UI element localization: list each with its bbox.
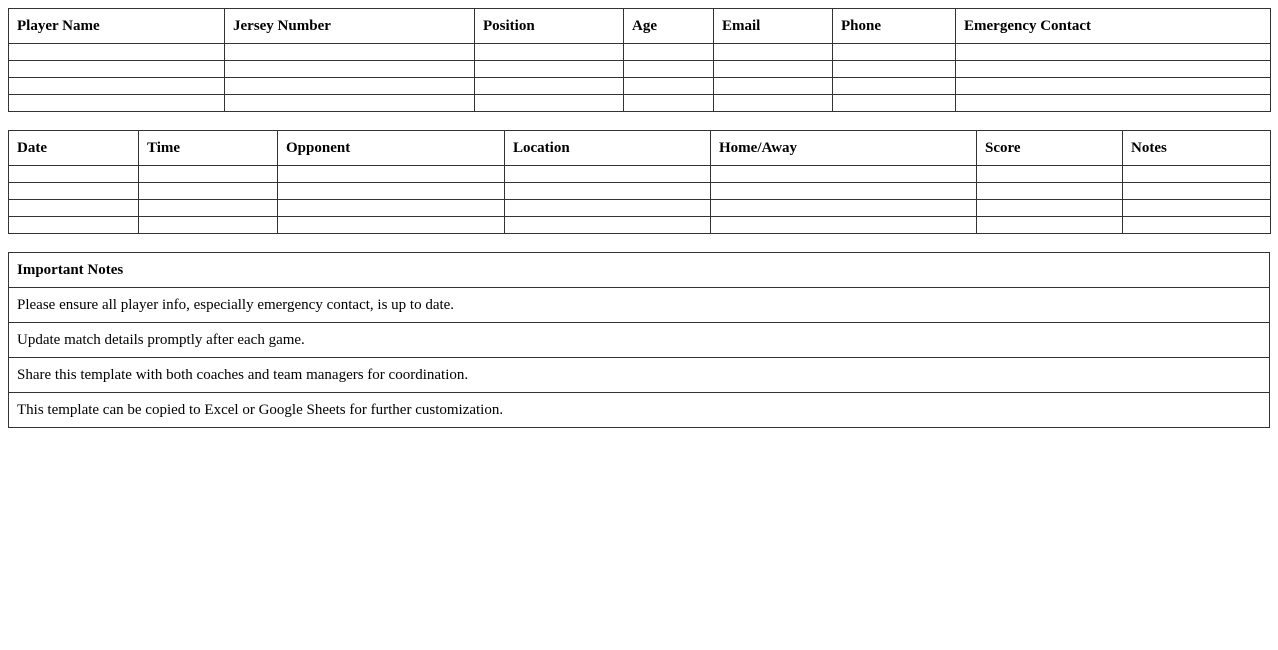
table-cell[interactable] [956, 44, 1271, 61]
header-score: Score [977, 131, 1123, 166]
notes-table [8, 252, 1270, 428]
note-item: Please ensure all player info, especially emergency contact, is up to date. [9, 288, 1270, 323]
table-cell[interactable] [225, 78, 475, 95]
schedule-header-row [9, 131, 1271, 166]
table-cell[interactable] [977, 200, 1123, 217]
table-cell[interactable] [505, 166, 711, 183]
note-item: Share this template with both coaches and team managers for coordination. [9, 358, 1270, 393]
schedule-table [8, 130, 1271, 234]
header-age: Age [624, 9, 714, 44]
table-cell[interactable] [956, 61, 1271, 78]
table-cell[interactable] [9, 78, 225, 95]
note-row [9, 288, 1270, 323]
table-cell[interactable] [278, 166, 505, 183]
table-cell[interactable] [505, 183, 711, 200]
table-cell[interactable] [9, 95, 225, 112]
table-cell[interactable] [833, 78, 956, 95]
notes-title: Important Notes [9, 253, 1270, 288]
table-cell[interactable] [1123, 183, 1271, 200]
table-cell[interactable] [977, 166, 1123, 183]
header-phone: Phone [833, 9, 956, 44]
header-player-name: Player Name [9, 9, 225, 44]
table-cell[interactable] [624, 61, 714, 78]
table-cell[interactable] [225, 95, 475, 112]
header-emergency-contact: Emergency Contact [956, 9, 1271, 44]
table-cell[interactable] [475, 95, 624, 112]
header-notes: Notes [1123, 131, 1271, 166]
table-cell[interactable] [714, 95, 833, 112]
note-item: This template can be copied to Excel or Google Sheets for further customization. [9, 393, 1270, 428]
table-row [9, 95, 1271, 112]
table-cell[interactable] [139, 166, 278, 183]
table-cell[interactable] [139, 183, 278, 200]
table-cell[interactable] [278, 217, 505, 234]
header-location: Location [505, 131, 711, 166]
table-cell[interactable] [624, 95, 714, 112]
table-cell[interactable] [475, 78, 624, 95]
table-cell[interactable] [711, 217, 977, 234]
table-cell[interactable] [833, 95, 956, 112]
table-cell[interactable] [9, 200, 139, 217]
header-position: Position [475, 9, 624, 44]
table-cell[interactable] [139, 200, 278, 217]
table-cell[interactable] [711, 183, 977, 200]
table-cell[interactable] [711, 166, 977, 183]
note-row [9, 358, 1270, 393]
table-cell[interactable] [225, 44, 475, 61]
table-cell[interactable] [956, 78, 1271, 95]
table-cell[interactable] [711, 200, 977, 217]
table-cell[interactable] [9, 166, 139, 183]
note-row [9, 393, 1270, 428]
table-cell[interactable] [714, 61, 833, 78]
header-date: Date [9, 131, 139, 166]
table-row [9, 44, 1271, 61]
table-row [9, 166, 1271, 183]
table-cell[interactable] [714, 78, 833, 95]
table-cell[interactable] [9, 61, 225, 78]
table-cell[interactable] [139, 217, 278, 234]
header-opponent: Opponent [278, 131, 505, 166]
table-cell[interactable] [278, 200, 505, 217]
table-cell[interactable] [9, 183, 139, 200]
table-row [9, 217, 1271, 234]
table-cell[interactable] [624, 44, 714, 61]
table-cell[interactable] [1123, 217, 1271, 234]
table-cell[interactable] [977, 183, 1123, 200]
table-cell[interactable] [9, 44, 225, 61]
table-cell[interactable] [977, 217, 1123, 234]
table-cell[interactable] [9, 217, 139, 234]
header-home-away: Home/Away [711, 131, 977, 166]
table-cell[interactable] [225, 61, 475, 78]
header-email: Email [714, 9, 833, 44]
table-row [9, 183, 1271, 200]
table-cell[interactable] [505, 200, 711, 217]
table-cell[interactable] [475, 61, 624, 78]
table-row [9, 200, 1271, 217]
header-time: Time [139, 131, 278, 166]
table-cell[interactable] [1123, 166, 1271, 183]
table-cell[interactable] [714, 44, 833, 61]
table-row [9, 61, 1271, 78]
table-cell[interactable] [1123, 200, 1271, 217]
notes-header-row [9, 253, 1270, 288]
table-cell[interactable] [505, 217, 711, 234]
roster-header-row [9, 9, 1271, 44]
header-jersey-number: Jersey Number [225, 9, 475, 44]
table-cell[interactable] [475, 44, 624, 61]
table-cell[interactable] [833, 61, 956, 78]
table-row [9, 78, 1271, 95]
table-cell[interactable] [833, 44, 956, 61]
table-cell[interactable] [624, 78, 714, 95]
table-cell[interactable] [278, 183, 505, 200]
note-row [9, 323, 1270, 358]
roster-table [8, 8, 1271, 112]
table-cell[interactable] [956, 95, 1271, 112]
note-item: Update match details promptly after each game. [9, 323, 1270, 358]
